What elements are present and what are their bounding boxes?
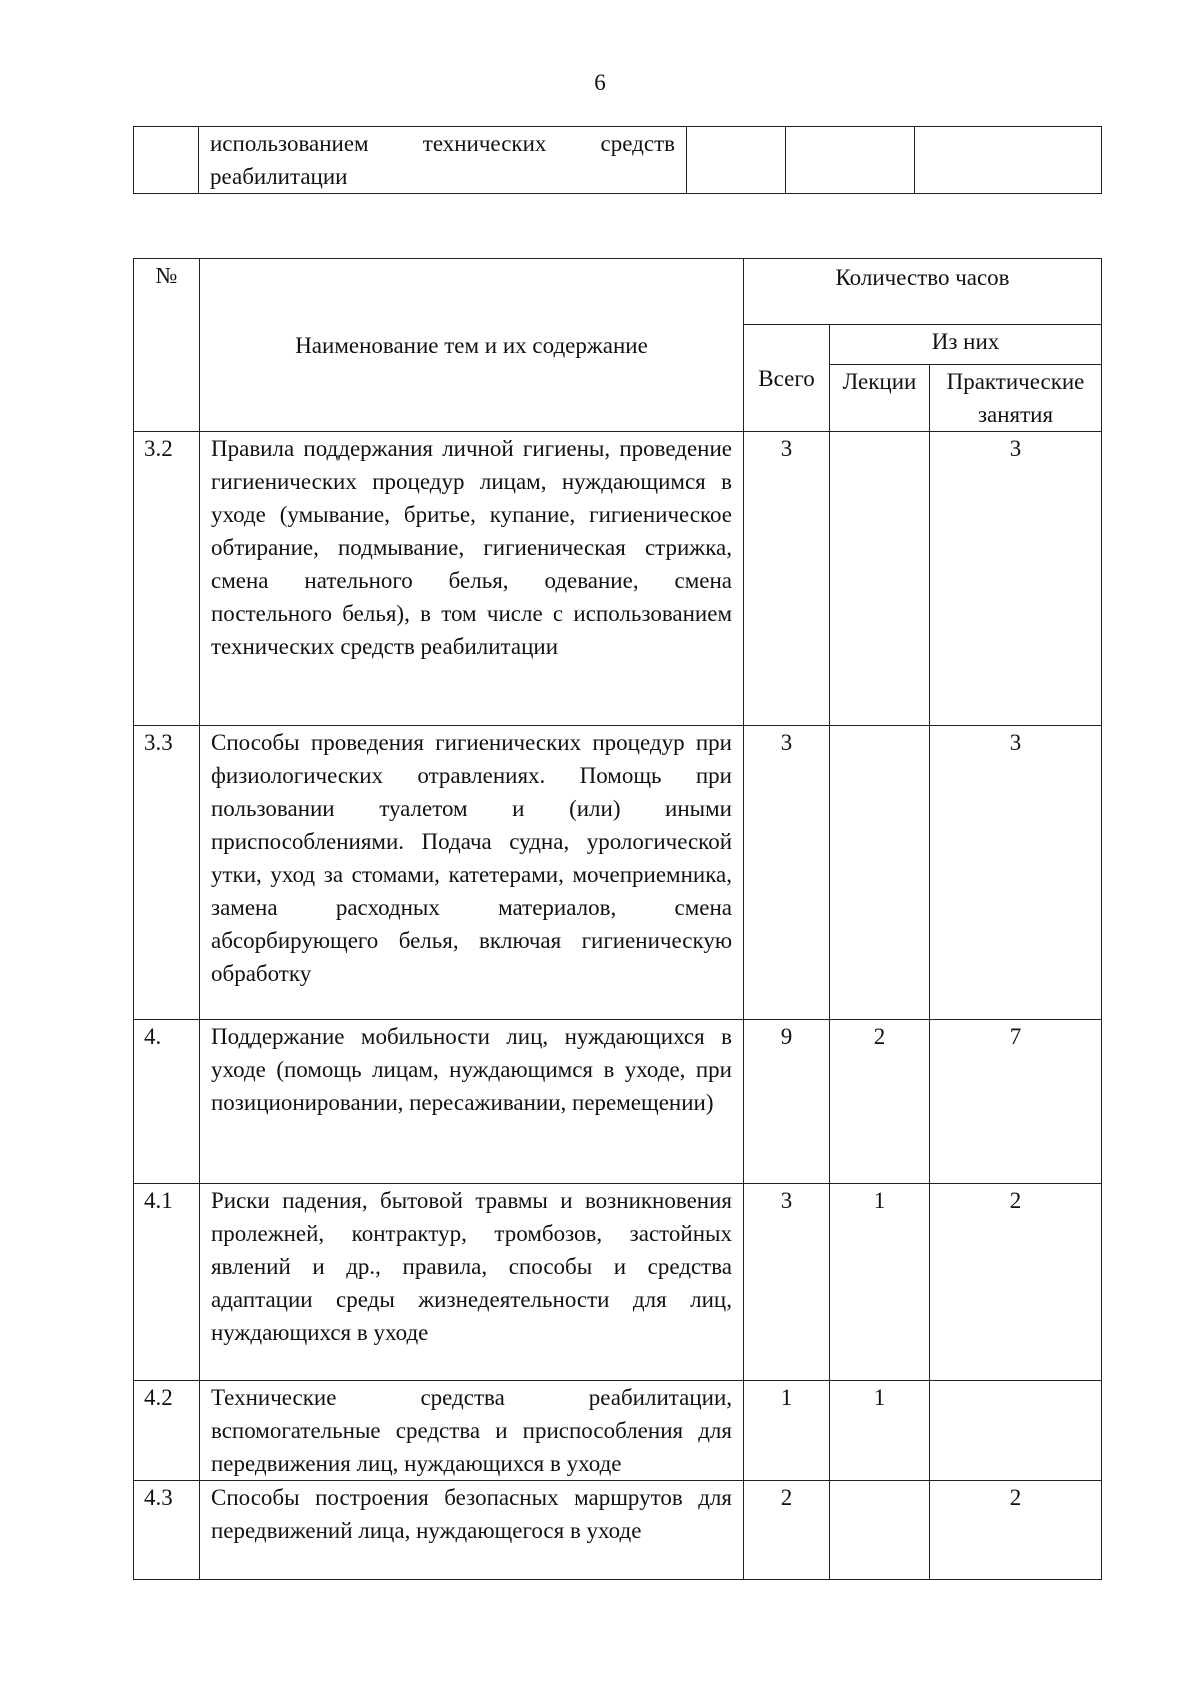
row-lectures: [830, 1481, 930, 1580]
continuation-table: [133, 126, 1102, 194]
row-total: 3: [744, 1184, 830, 1381]
hours-table: [133, 258, 1102, 1580]
continuation-row: [134, 127, 1102, 194]
row-topic: Способы построения безопасных маршрутов для передвижений лица, нуждающегося в уходе: [200, 1481, 744, 1580]
table-row: [134, 1381, 1102, 1481]
row-lectures: [830, 432, 930, 726]
row-number: 4.3: [134, 1481, 200, 1580]
row-total: 3: [744, 726, 830, 1020]
header-total-cell: Всего: [744, 325, 830, 432]
row-topic: Правила поддержания личной гигиены, проведение гигиенических процедур лицам, нуждающимся в уходе (умывание, бритье, купание, гигиеническое обтирание, подмывание, гигиеническая стрижка, смена нательного белья, одевание, смена постельного белья), в том числе с использованием технических средств реабилитации: [200, 432, 744, 726]
header-number-cell: №: [134, 259, 200, 432]
row-lectures: 2: [830, 1020, 930, 1184]
continuation-num-cell: [134, 127, 199, 194]
header-lectures-cell: Лекции: [830, 365, 930, 432]
row-topic: Риски падения, бытовой травмы и возникновения пролежней, контрактур, тромбозов, застойных явлений и др., правила, способы и средства адаптации среды жизнедеятельности для лиц, нуждающихся в уходе: [200, 1184, 744, 1381]
header-of-them-cell: Из них: [830, 325, 1102, 365]
table-row: [134, 1020, 1102, 1184]
row-practice: 2: [930, 1481, 1102, 1580]
row-practice: 2: [930, 1184, 1102, 1381]
table-row: [134, 726, 1102, 1020]
row-number: 4.: [134, 1020, 200, 1184]
row-number: 3.2: [134, 432, 200, 726]
row-number: 4.2: [134, 1381, 200, 1481]
row-total: 9: [744, 1020, 830, 1184]
row-practice: 7: [930, 1020, 1102, 1184]
table-row: [134, 1481, 1102, 1580]
page-number: 6: [594, 70, 606, 95]
continuation-practice-cell: [915, 127, 1102, 194]
row-lectures: [830, 726, 930, 1020]
row-lectures: 1: [830, 1184, 930, 1381]
continuation-total-cell: [687, 127, 786, 194]
row-topic: Поддержание мобильности лиц, нуждающихся в уходе (помощь лицам, нуждающимся в уходе, при позиционировании, пересаживании, перемещении): [200, 1020, 744, 1184]
header-hours-cell: Количество часов: [744, 259, 1102, 325]
header-row-1: [134, 259, 1102, 325]
table-row: [134, 1184, 1102, 1381]
row-number: 4.1: [134, 1184, 200, 1381]
row-lectures: 1: [830, 1381, 930, 1481]
row-practice: 3: [930, 432, 1102, 726]
continuation-topic-cell: использованием технических средств реабилитации: [199, 127, 687, 194]
row-total: 2: [744, 1481, 830, 1580]
header-topic-cell: Наименование тем и их содержание: [200, 259, 744, 432]
row-topic: Способы проведения гигиенических процедур при физиологических отравлениях. Помощь при пользовании туалетом и (или) иными приспособлениями. Подача судна, урологической утки, уход за стомами, катетерами, мочеприемника, замена расходных материалов, смена абсорбирующего белья, включая гигиеническую обработку: [200, 726, 744, 1020]
row-practice: [930, 1381, 1102, 1481]
table-row: [134, 432, 1102, 726]
row-topic: Технические средства реабилитации, вспомогательные средства и приспособления для передвижения лиц, нуждающихся в уходе: [200, 1381, 744, 1481]
header-practice-cell: Практические занятия: [930, 365, 1102, 432]
row-practice: 3: [930, 726, 1102, 1020]
row-total: 1: [744, 1381, 830, 1481]
row-total: 3: [744, 432, 830, 726]
continuation-lectures-cell: [786, 127, 915, 194]
row-number: 3.3: [134, 726, 200, 1020]
